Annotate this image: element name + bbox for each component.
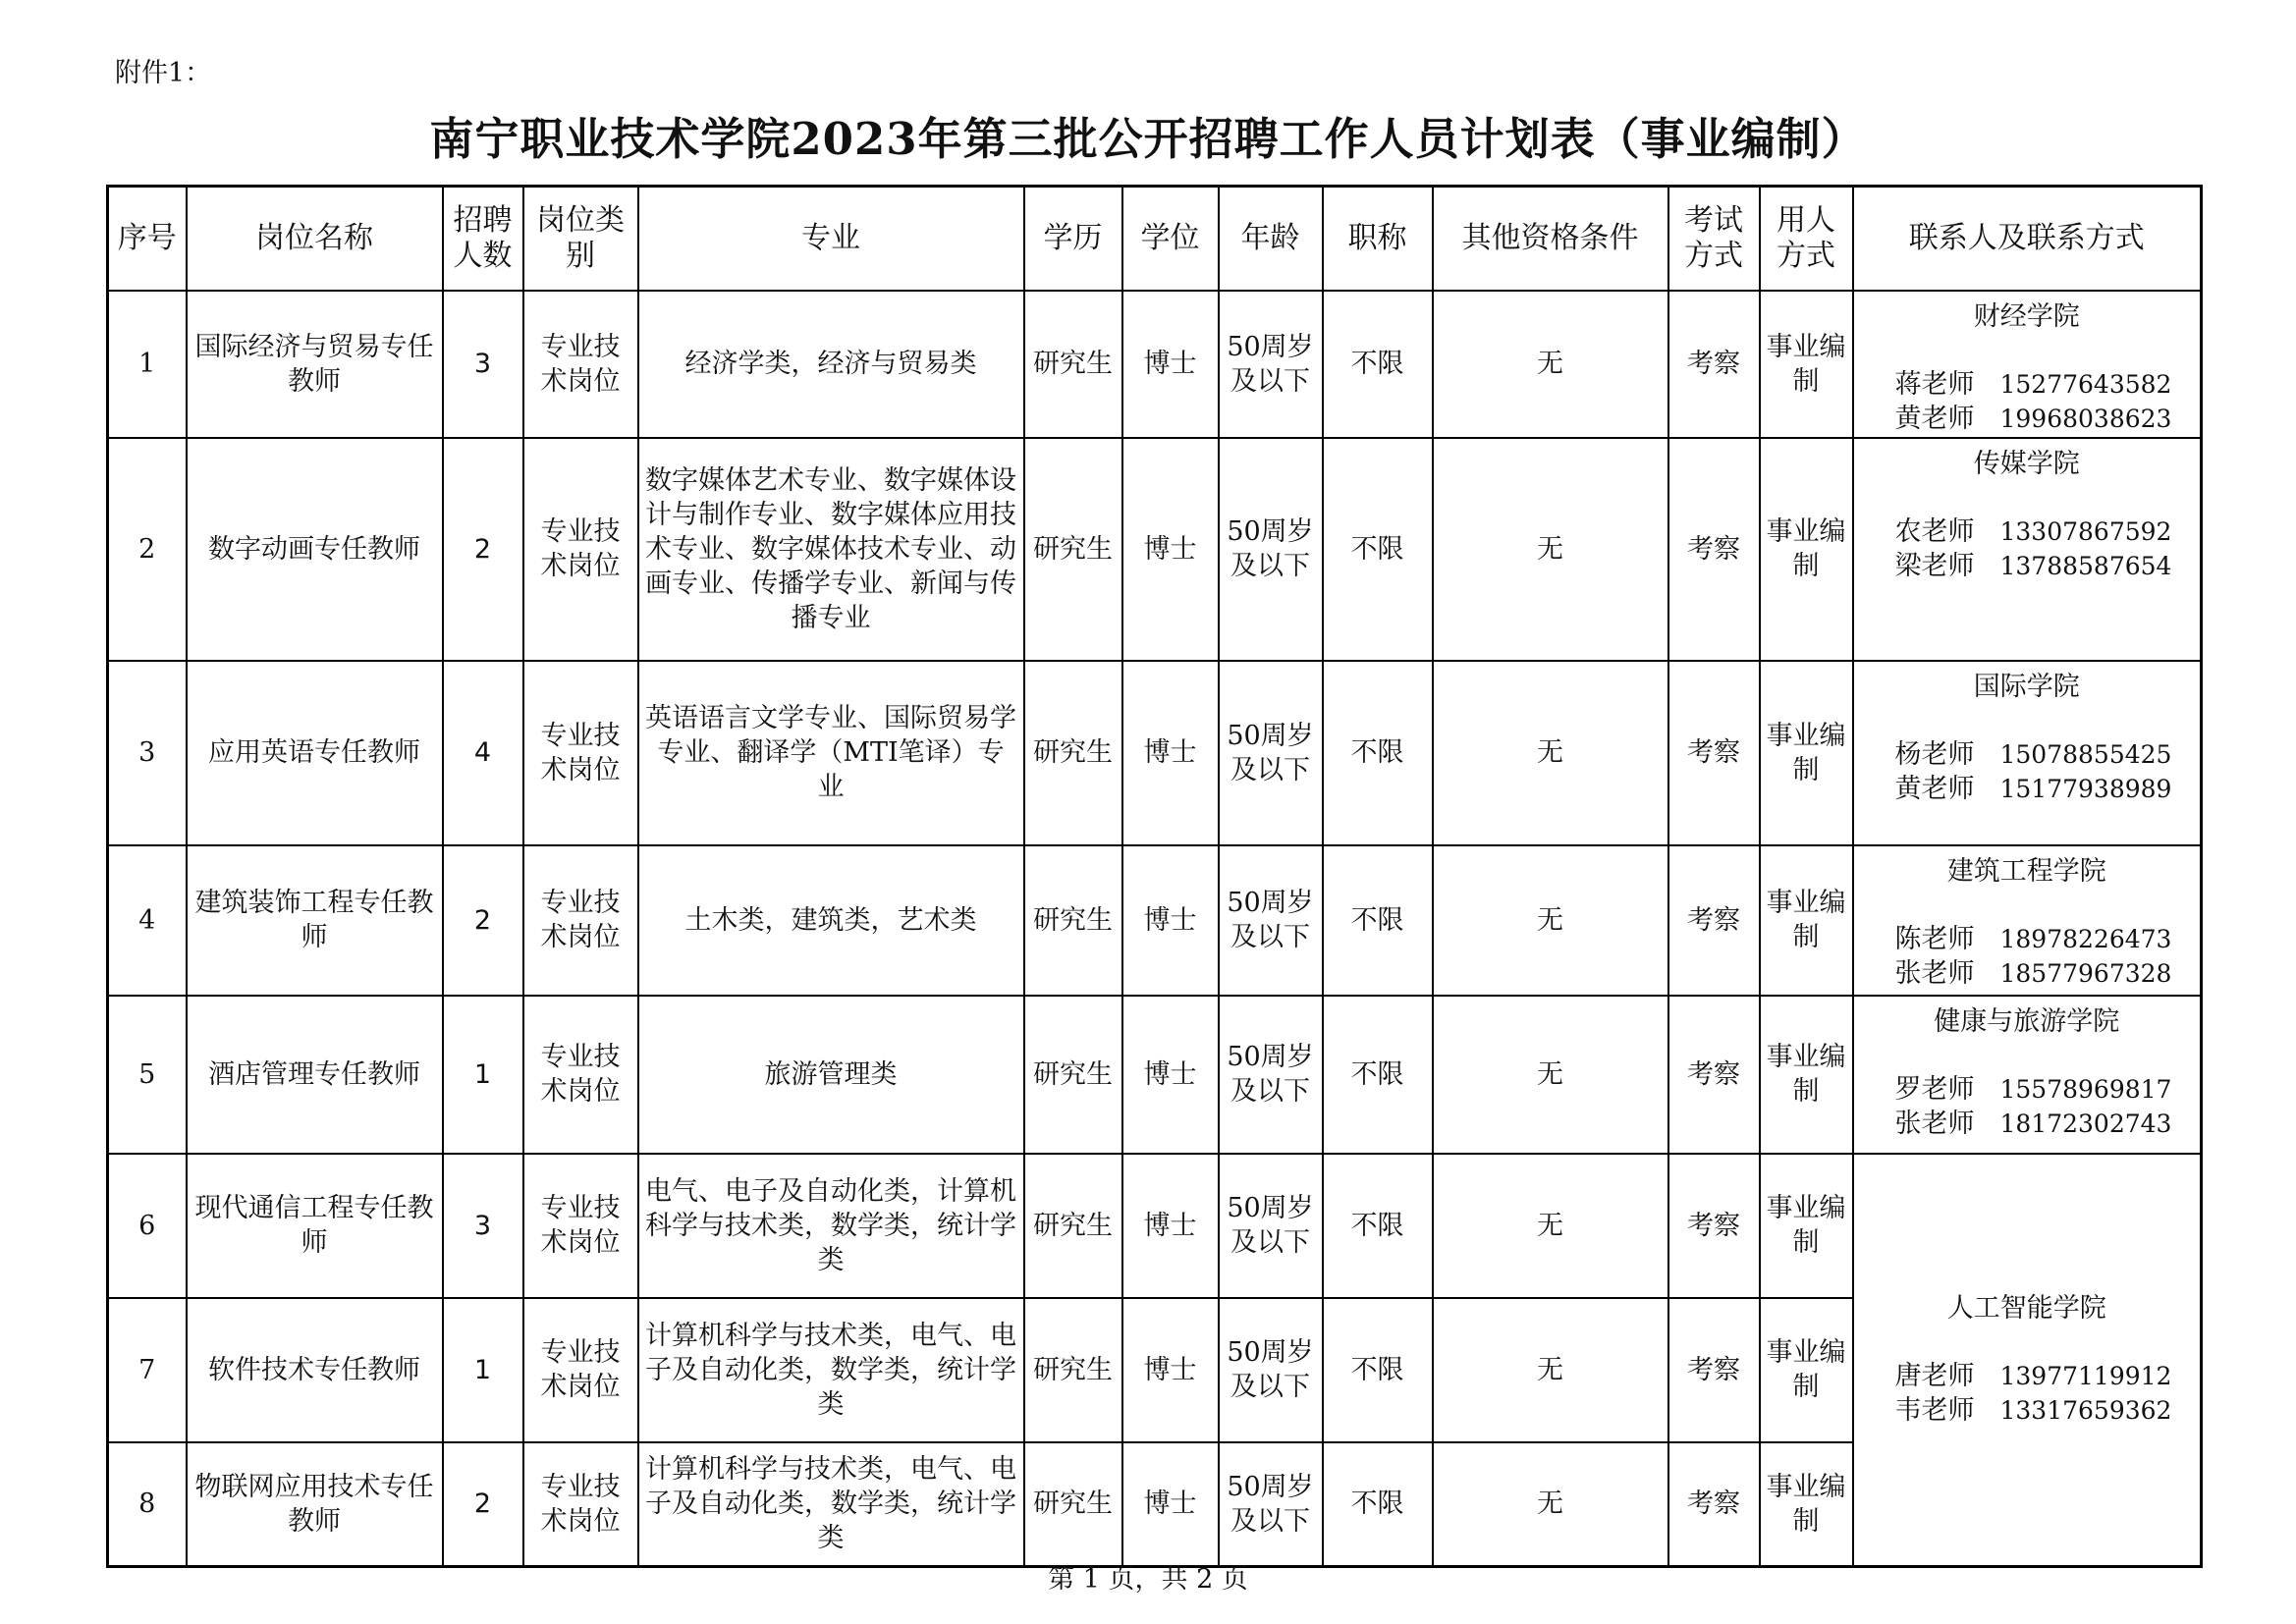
contact-phone: 19968038623 [1999, 404, 2172, 433]
header-major: 专业 [638, 187, 1024, 291]
cell-position: 物联网应用技术专任教师 [187, 1442, 443, 1567]
contact-person [1860, 922, 2195, 956]
contact-phone: 13977119912 [1999, 1362, 2172, 1391]
contact-phone: 18577967328 [1999, 958, 2172, 988]
document-title: 南宁职业技术学院2023年第三批公开招聘工作人员计划表（事业编制） [429, 113, 1867, 165]
contact-name: 梁老师 [1894, 550, 1975, 581]
cell-major: 经济学类，经济与贸易类 [638, 291, 1024, 438]
cell-age: 50周岁及以下 [1219, 438, 1323, 661]
cell-employ: 事业编制 [1760, 1154, 1853, 1298]
recruitment-plan-table [106, 185, 2203, 1568]
header-employ: 用人方式 [1760, 187, 1853, 291]
cell-position: 数字动画专任教师 [187, 438, 443, 661]
cell-major: 电气、电子及自动化类，计算机科学与技术类，数学类，统计学类 [638, 1154, 1024, 1298]
cell-count: 2 [443, 1442, 523, 1567]
header-position: 岗位名称 [187, 187, 443, 291]
cell-education: 研究生 [1024, 661, 1122, 845]
cell-other: 无 [1433, 1298, 1668, 1442]
contact-person [1860, 1107, 2195, 1141]
cell-major: 英语语言文学专业、国际贸易学专业、翻译学（MTI笔译）专业 [638, 661, 1024, 845]
cell-title: 不限 [1323, 1154, 1433, 1298]
cell-education: 研究生 [1024, 845, 1122, 996]
cell-age: 50周岁及以下 [1219, 291, 1323, 438]
cell-other: 无 [1433, 661, 1668, 845]
cell-count: 4 [443, 661, 523, 845]
cell-other: 无 [1433, 1442, 1668, 1567]
contact-person [1860, 367, 2195, 402]
contact-college: 传媒学院 [1973, 448, 2080, 479]
header-contact: 联系人及联系方式 [1853, 187, 2202, 291]
cell-employ: 事业编制 [1760, 1442, 1853, 1567]
contact-phone: 15578969817 [1999, 1074, 2172, 1104]
attachment-label: 附件1： [115, 58, 212, 88]
contact-phone: 15277643582 [1999, 369, 2172, 399]
contact-person [1860, 772, 2195, 806]
cell-other: 无 [1433, 438, 1668, 661]
contact-name: 唐老师 [1894, 1361, 1975, 1392]
cell-count: 3 [443, 291, 523, 438]
cell-seq: 6 [108, 1154, 187, 1298]
cell-contact [1853, 845, 2202, 996]
header-education: 学历 [1024, 187, 1122, 291]
cell-degree: 博士 [1122, 845, 1219, 996]
cell-seq: 2 [108, 438, 187, 661]
contact-college: 健康与旅游学院 [1934, 1005, 2120, 1037]
cell-seq: 4 [108, 845, 187, 996]
cell-education: 研究生 [1024, 996, 1122, 1154]
cell-position: 软件技术专任教师 [187, 1298, 443, 1442]
contact-college: 人工智能学院 [1946, 1293, 2106, 1325]
cell-contact [1853, 438, 2202, 661]
table-row [108, 291, 2202, 438]
contact-phone: 15078855425 [1999, 739, 2172, 769]
header-count: 招聘人数 [443, 187, 523, 291]
contact-phone: 18172302743 [1999, 1109, 2172, 1138]
cell-education: 研究生 [1024, 1154, 1122, 1298]
cell-education: 研究生 [1024, 291, 1122, 438]
cell-employ: 事业编制 [1760, 996, 1853, 1154]
contact-phone: 13788587654 [1999, 551, 2172, 580]
cell-title: 不限 [1323, 996, 1433, 1154]
cell-position: 应用英语专任教师 [187, 661, 443, 845]
cell-age: 50周岁及以下 [1219, 661, 1323, 845]
header-title: 职称 [1323, 187, 1433, 291]
cell-employ: 事业编制 [1760, 438, 1853, 661]
cell-exam: 考察 [1668, 438, 1760, 661]
cell-exam: 考察 [1668, 661, 1760, 845]
table-row [108, 661, 2202, 845]
contact-person [1860, 402, 2195, 436]
header-degree: 学位 [1122, 187, 1219, 291]
contact-name: 农老师 [1894, 515, 1975, 547]
cell-employ: 事业编制 [1760, 845, 1853, 996]
cell-age: 50周岁及以下 [1219, 996, 1323, 1154]
cell-degree: 博士 [1122, 1298, 1219, 1442]
cell-degree: 博士 [1122, 1442, 1219, 1567]
cell-category: 专业技术岗位 [523, 996, 638, 1154]
cell-age: 50周岁及以下 [1219, 845, 1323, 996]
cell-category: 专业技术岗位 [523, 1154, 638, 1298]
cell-age: 50周岁及以下 [1219, 1154, 1323, 1298]
cell-count: 1 [443, 996, 523, 1154]
contact-phone: 18978226473 [1999, 924, 2172, 953]
table-row [108, 438, 2202, 661]
cell-major: 数字媒体艺术专业、数字媒体设计与制作专业、数字媒体应用技术专业、数字媒体技术专业、动画专业、传播学专业、新闻与传播专业 [638, 438, 1024, 661]
cell-contact [1853, 661, 2202, 845]
contact-name: 陈老师 [1894, 923, 1975, 954]
contact-name: 张老师 [1894, 957, 1975, 989]
contact-phone: 13307867592 [1999, 516, 2172, 546]
cell-title: 不限 [1323, 1298, 1433, 1442]
cell-title: 不限 [1323, 291, 1433, 438]
header-row [108, 187, 2202, 291]
cell-position: 国际经济与贸易专任教师 [187, 291, 443, 438]
cell-count: 3 [443, 1154, 523, 1298]
contact-person [1860, 514, 2195, 549]
page-footer: 第 1 页，共 2 页 [1048, 1564, 1248, 1595]
cell-other: 无 [1433, 845, 1668, 996]
cell-other: 无 [1433, 291, 1668, 438]
contact-college: 国际学院 [1973, 671, 2080, 702]
cell-position: 现代通信工程专任教师 [187, 1154, 443, 1298]
contact-person [1860, 1359, 2195, 1393]
cell-seq: 1 [108, 291, 187, 438]
cell-education: 研究生 [1024, 1298, 1122, 1442]
header-seq: 序号 [108, 187, 187, 291]
cell-seq: 3 [108, 661, 187, 845]
cell-exam: 考察 [1668, 1154, 1760, 1298]
cell-major: 计算机科学与技术类，电气、电子及自动化类，数学类，统计学类 [638, 1298, 1024, 1442]
cell-category: 专业技术岗位 [523, 661, 638, 845]
cell-position: 建筑装饰工程专任教师 [187, 845, 443, 996]
cell-other: 无 [1433, 1154, 1668, 1298]
cell-exam: 考察 [1668, 996, 1760, 1154]
contact-phone: 13317659362 [1999, 1396, 2172, 1426]
cell-exam: 考察 [1668, 1298, 1760, 1442]
contact-name: 黄老师 [1894, 773, 1975, 804]
cell-employ: 事业编制 [1760, 1298, 1853, 1442]
cell-count: 1 [443, 1298, 523, 1442]
cell-category: 专业技术岗位 [523, 1298, 638, 1442]
table-row [108, 996, 2202, 1154]
cell-title: 不限 [1323, 1442, 1433, 1567]
contact-phone: 15177938989 [1999, 774, 2172, 803]
cell-exam: 考察 [1668, 291, 1760, 438]
cell-seq: 5 [108, 996, 187, 1154]
table-body [108, 291, 2202, 1567]
header-exam: 考试方式 [1668, 187, 1760, 291]
contact-name: 黄老师 [1894, 403, 1975, 434]
table-row [108, 1154, 2202, 1298]
cell-major: 旅游管理类 [638, 996, 1024, 1154]
contact-name: 韦老师 [1894, 1395, 1975, 1427]
contact-person [1860, 1393, 2195, 1428]
cell-contact [1853, 996, 2202, 1154]
cell-title: 不限 [1323, 845, 1433, 996]
contact-person [1860, 549, 2195, 583]
contact-name: 罗老师 [1894, 1073, 1975, 1105]
contact-name: 蒋老师 [1894, 368, 1975, 400]
cell-education: 研究生 [1024, 1442, 1122, 1567]
cell-count: 2 [443, 845, 523, 996]
header-age: 年龄 [1219, 187, 1323, 291]
cell-seq: 7 [108, 1298, 187, 1442]
cell-category: 专业技术岗位 [523, 291, 638, 438]
contact-person [1860, 956, 2195, 991]
cell-degree: 博士 [1122, 291, 1219, 438]
cell-other: 无 [1433, 996, 1668, 1154]
cell-seq: 8 [108, 1442, 187, 1567]
contact-person [1860, 737, 2195, 772]
cell-degree: 博士 [1122, 438, 1219, 661]
cell-title: 不限 [1323, 438, 1433, 661]
cell-age: 50周岁及以下 [1219, 1442, 1323, 1567]
cell-age: 50周岁及以下 [1219, 1298, 1323, 1442]
cell-exam: 考察 [1668, 845, 1760, 996]
cell-degree: 博士 [1122, 661, 1219, 845]
cell-degree: 博士 [1122, 1154, 1219, 1298]
cell-degree: 博士 [1122, 996, 1219, 1154]
table-row [108, 845, 2202, 996]
cell-employ: 事业编制 [1760, 291, 1853, 438]
cell-contact [1853, 1154, 2202, 1567]
cell-major: 计算机科学与技术类，电气、电子及自动化类，数学类，统计学类 [638, 1442, 1024, 1567]
cell-contact [1853, 291, 2202, 438]
cell-count: 2 [443, 438, 523, 661]
cell-title: 不限 [1323, 661, 1433, 845]
cell-education: 研究生 [1024, 438, 1122, 661]
contact-college: 财经学院 [1973, 300, 2080, 332]
contact-person [1860, 1072, 2195, 1107]
cell-position: 酒店管理专任教师 [187, 996, 443, 1154]
contact-name: 杨老师 [1894, 738, 1975, 770]
cell-category: 专业技术岗位 [523, 845, 638, 996]
contact-college: 建筑工程学院 [1946, 855, 2106, 887]
cell-category: 专业技术岗位 [523, 438, 638, 661]
cell-employ: 事业编制 [1760, 661, 1853, 845]
header-other: 其他资格条件 [1433, 187, 1668, 291]
cell-major: 土木类，建筑类，艺术类 [638, 845, 1024, 996]
header-category: 岗位类别 [523, 187, 638, 291]
cell-category: 专业技术岗位 [523, 1442, 638, 1567]
cell-exam: 考察 [1668, 1442, 1760, 1567]
contact-name: 张老师 [1894, 1108, 1975, 1139]
